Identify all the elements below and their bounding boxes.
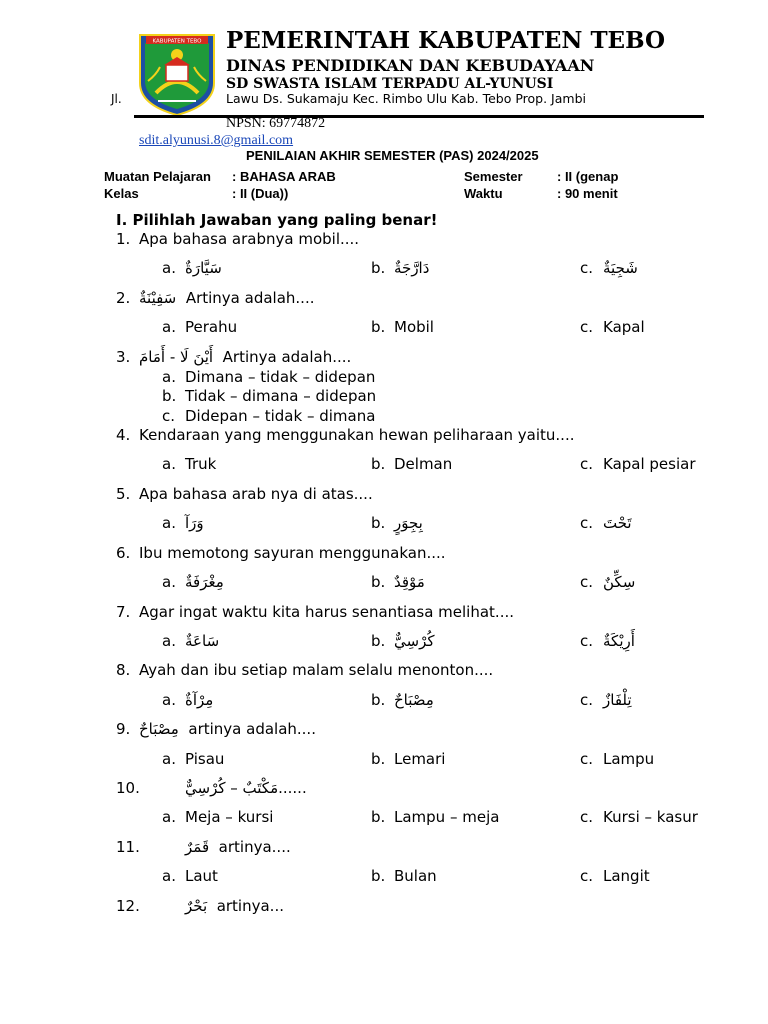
option-9c[interactable] bbox=[580, 750, 654, 768]
option-letter: b. bbox=[371, 867, 386, 885]
option-6b[interactable] bbox=[371, 573, 425, 591]
option-9a[interactable] bbox=[162, 750, 224, 768]
option-letter: b. bbox=[371, 808, 386, 826]
option-5b[interactable] bbox=[371, 514, 423, 532]
section-heading: I. Pilihlah Jawaban yang paling benar! bbox=[116, 211, 438, 229]
option-4a[interactable] bbox=[162, 455, 216, 473]
question-text: Ayah dan ibu setiap malam selalu menonton.... bbox=[139, 661, 494, 679]
option-text: مِصْبَاحٌ bbox=[394, 691, 434, 709]
option-text: Dimana – tidak – didepan bbox=[185, 368, 376, 386]
option-text: Langit bbox=[603, 867, 650, 885]
option-text: Mobil bbox=[394, 318, 434, 336]
option-text: Tidak – dimana – didepan bbox=[185, 387, 377, 405]
semester-value: : II (genap bbox=[557, 169, 619, 184]
option-5c[interactable] bbox=[580, 514, 632, 532]
option-letter: a. bbox=[162, 455, 176, 473]
option-letter: c. bbox=[580, 514, 594, 532]
option-1a[interactable] bbox=[162, 259, 222, 277]
option-letter: c. bbox=[580, 455, 594, 473]
option-11c[interactable] bbox=[580, 867, 650, 885]
letterhead-rule bbox=[134, 115, 704, 118]
question-number: 8. bbox=[116, 661, 131, 679]
option-text: مَوْقِدٌ bbox=[394, 573, 425, 591]
option-letter: b. bbox=[162, 387, 177, 405]
option-text: مِغْرَفَةٌ bbox=[185, 573, 224, 591]
question-number: 10. bbox=[116, 779, 140, 797]
question-arabic: مِصْبَاحٌ bbox=[139, 720, 179, 738]
option-2b[interactable] bbox=[371, 318, 434, 336]
time-label: Waktu bbox=[464, 186, 503, 201]
option-letter: b. bbox=[371, 691, 386, 709]
option-6c[interactable] bbox=[580, 573, 635, 591]
option-text: تِلْفَازٌ bbox=[603, 691, 632, 709]
option-letter: a. bbox=[162, 808, 176, 826]
option-text: مِرْآةٌ bbox=[185, 691, 214, 709]
option-letter: c. bbox=[580, 318, 594, 336]
option-text: Meja – kursi bbox=[185, 808, 274, 826]
option-text: Lampu – meja bbox=[394, 808, 500, 826]
question-number: 9. bbox=[116, 720, 131, 738]
question-number: 1. bbox=[116, 230, 131, 248]
option-4b[interactable] bbox=[371, 455, 452, 473]
question-text: artinya adalah.... bbox=[188, 720, 316, 738]
option-letter: c. bbox=[580, 750, 594, 768]
option-7b[interactable] bbox=[371, 632, 435, 650]
option-letter: c. bbox=[580, 259, 594, 277]
option-1b[interactable] bbox=[371, 259, 429, 277]
question-text: Apa bahasa arab nya di atas.... bbox=[139, 485, 373, 503]
class-label: Kelas bbox=[104, 186, 139, 201]
option-text: وَرَآ bbox=[185, 514, 204, 532]
option-text: Laut bbox=[185, 867, 218, 885]
option-text: Didepan – tidak – dimana bbox=[185, 407, 376, 425]
question-text: Artinya adalah.... bbox=[222, 348, 352, 366]
question-text: ...... bbox=[278, 779, 307, 797]
option-letter: c. bbox=[580, 867, 594, 885]
option-letter: c. bbox=[162, 407, 176, 425]
question-text: artinya... bbox=[216, 897, 284, 915]
question-number: 5. bbox=[116, 485, 131, 503]
option-7a[interactable] bbox=[162, 632, 219, 650]
class-value: : II (Dua)) bbox=[232, 186, 289, 201]
option-text: كُرْسِيٌّ bbox=[394, 632, 435, 650]
option-text: أَرِيْكَةٌ bbox=[603, 632, 635, 650]
option-letter: b. bbox=[371, 632, 386, 650]
option-letter: a. bbox=[162, 318, 176, 336]
option-text: سَاعَةٌ bbox=[185, 632, 220, 650]
email-link[interactable]: sdit.alyunusi.8@gmail.com bbox=[139, 133, 294, 148]
option-11b[interactable] bbox=[371, 867, 437, 885]
option-letter: c. bbox=[580, 573, 594, 591]
question-arabic: مَكْتَبٌ – كُرْسِيٌّ bbox=[185, 779, 279, 797]
question-arabic: أَيْنَ لَا - أَمَامَ bbox=[139, 348, 214, 366]
option-text: تَحْتَ bbox=[603, 514, 632, 532]
option-text: Lemari bbox=[394, 750, 446, 768]
npsn: NPSN: 69774872 bbox=[226, 116, 326, 131]
question-text: Artinya adalah.... bbox=[185, 289, 315, 307]
option-3c[interactable] bbox=[162, 407, 375, 425]
option-letter: c. bbox=[580, 632, 594, 650]
option-letter: c. bbox=[580, 691, 594, 709]
option-text: سِكِّنٌ bbox=[603, 573, 636, 591]
option-3b[interactable] bbox=[162, 387, 376, 405]
option-7c[interactable] bbox=[580, 632, 635, 650]
question-number: 4. bbox=[116, 426, 131, 444]
question-text: Ibu memotong sayuran menggunakan.... bbox=[139, 544, 446, 562]
regency-logo bbox=[136, 31, 218, 117]
option-text: بِجِوَرٍ bbox=[394, 514, 423, 532]
option-text: سَيَّارَةٌ bbox=[185, 259, 222, 277]
option-8a[interactable] bbox=[162, 691, 213, 709]
question-arabic: بَحْرٌ bbox=[185, 897, 208, 915]
question-text: Agar ingat waktu kita harus senantiasa melihat.... bbox=[139, 603, 514, 621]
question-number: 12. bbox=[116, 897, 140, 915]
option-8b[interactable] bbox=[371, 691, 434, 709]
question-text: Kendaraan yang menggunakan hewan peliharaan yaitu.... bbox=[139, 426, 575, 444]
question-text: Apa bahasa arabnya mobil.... bbox=[139, 230, 360, 248]
option-text: شَجِيَةٌ bbox=[603, 259, 638, 277]
option-letter: b. bbox=[371, 259, 386, 277]
option-text: Kapal bbox=[603, 318, 645, 336]
option-text: Delman bbox=[394, 455, 453, 473]
question-number: 11. bbox=[116, 838, 140, 856]
option-letter: a. bbox=[162, 514, 176, 532]
option-1c[interactable] bbox=[580, 259, 638, 277]
question-number: 6. bbox=[116, 544, 131, 562]
option-10a[interactable] bbox=[162, 808, 273, 826]
option-letter: a. bbox=[162, 632, 176, 650]
question-arabic: سَفِيْنَةٌ bbox=[139, 289, 177, 307]
option-letter: b. bbox=[371, 750, 386, 768]
school-address: Lawu Ds. Sukamaju Kec. Rimbo Ulu Kab. Tebo Prop. Jambi bbox=[226, 91, 586, 106]
option-11a[interactable] bbox=[162, 867, 218, 885]
subject-label: Muatan Pelajaran bbox=[104, 169, 211, 184]
question-number: 2. bbox=[116, 289, 131, 307]
option-letter: a. bbox=[162, 368, 176, 386]
logo-text: KABUPATEN TEBO bbox=[152, 38, 202, 45]
option-letter: c. bbox=[580, 808, 594, 826]
address-prefix: Jl. bbox=[111, 92, 122, 106]
school-name: SD SWASTA ISLAM TERPADU AL-YUNUSI bbox=[226, 76, 554, 92]
option-text: Pisau bbox=[185, 750, 225, 768]
option-5a[interactable] bbox=[162, 514, 204, 532]
question-text: artinya.... bbox=[218, 838, 291, 856]
question-arabic: قَمَرٌ bbox=[185, 838, 210, 856]
question-number: 7. bbox=[116, 603, 131, 621]
option-2a[interactable] bbox=[162, 318, 237, 336]
option-text: Perahu bbox=[185, 318, 238, 336]
question-number: 3. bbox=[116, 348, 131, 366]
subject-value: : BAHASA ARAB bbox=[232, 169, 336, 184]
department-name: DINAS PENDIDIKAN DAN KEBUDAYAAN bbox=[226, 56, 595, 75]
option-9b[interactable] bbox=[371, 750, 445, 768]
semester-label: Semester bbox=[464, 169, 523, 184]
option-letter: a. bbox=[162, 259, 176, 277]
option-text: Kursi – kasur bbox=[603, 808, 698, 826]
option-8c[interactable] bbox=[580, 691, 632, 709]
option-4c[interactable] bbox=[580, 455, 696, 473]
option-text: Truk bbox=[185, 455, 217, 473]
option-letter: a. bbox=[162, 867, 176, 885]
option-3a[interactable] bbox=[162, 368, 375, 386]
option-text: Kapal pesiar bbox=[603, 455, 696, 473]
option-letter: b. bbox=[371, 514, 386, 532]
option-letter: b. bbox=[371, 318, 386, 336]
option-letter: a. bbox=[162, 691, 176, 709]
time-value: : 90 menit bbox=[557, 186, 618, 201]
option-text: دَارَّجَةٌ bbox=[394, 259, 430, 277]
option-letter: a. bbox=[162, 573, 176, 591]
option-letter: b. bbox=[371, 573, 386, 591]
exam-title: PENILAIAN AKHIR SEMESTER (PAS) 2024/2025 bbox=[246, 148, 539, 163]
option-text: Bulan bbox=[394, 867, 437, 885]
option-text: Lampu bbox=[603, 750, 655, 768]
government-name: PEMERINTAH KABUPATEN TEBO bbox=[226, 27, 665, 54]
option-letter: b. bbox=[371, 455, 386, 473]
option-10b[interactable] bbox=[371, 808, 499, 826]
option-2c[interactable] bbox=[580, 318, 645, 336]
option-letter: a. bbox=[162, 750, 176, 768]
option-6a[interactable] bbox=[162, 573, 224, 591]
option-10c[interactable] bbox=[580, 808, 698, 826]
